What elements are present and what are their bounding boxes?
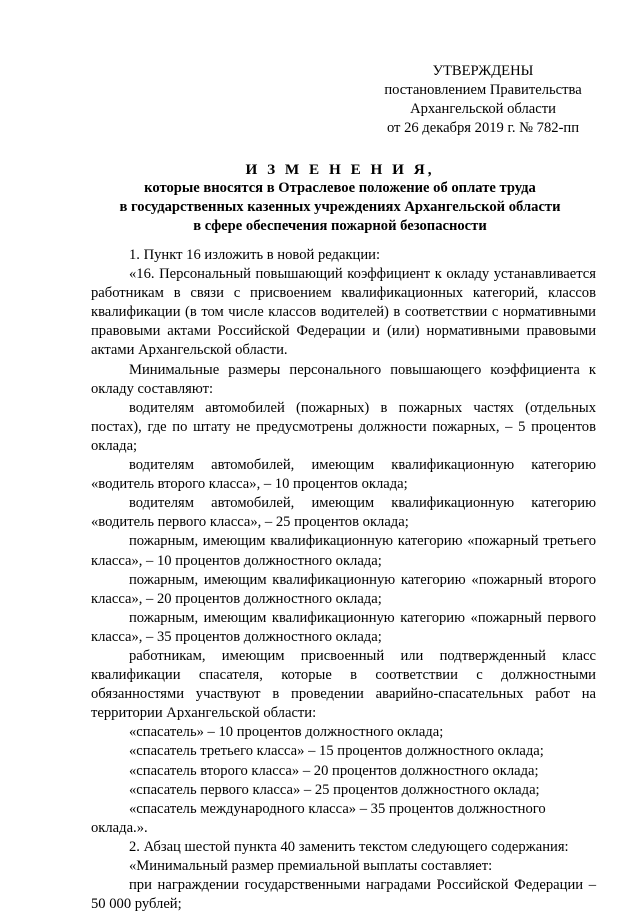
paragraph: «спасатель третьего класса» – 15 процентов должностного оклада;: [129, 743, 544, 760]
paragraph: пожарным, имеющим квалификационную категорию «пожарный второго класса», – 20 процентов должностного оклада;: [91, 571, 596, 607]
paragraph: 2. Абзац шестой пункта 40 заменить текстом следующего содержания:: [129, 838, 569, 855]
paragraph: при награждении государственными наградами Российской Федерации – 50 000 рублей;: [91, 877, 596, 913]
approval-stamp: [368, 62, 598, 138]
approval-line: постановлением Правительства: [384, 82, 582, 98]
paragraph: пожарным, имеющим квалификационную категорию «пожарный первого класса», – 35 процентов должностного оклада;: [91, 609, 596, 645]
paragraph: «спасатель первого класса» – 25 процентов должностного оклада;: [129, 781, 540, 798]
paragraph: «спасатель» – 10 процентов должностного оклада;: [129, 724, 444, 741]
title-line: которые вносятся в Отраслевое положение об оплате труда: [144, 180, 536, 196]
paragraph: «спасатель второго класса» – 20 процентов должностного оклада;: [129, 762, 539, 779]
title-line: в государственных казенных учреждениях Архангельской области: [119, 199, 561, 215]
paragraph: «спасатель международного класса» – 35 процентов должностного оклада.».: [91, 800, 546, 836]
paragraph: работникам, имеющим присвоенный или подтвержденный класс квалификации спасателя, которые в соответствии с должностными обязанностями участвуют в проведении аварийно-спасательных работ на территории Архангельской области:: [91, 647, 596, 722]
paragraph: «16. Персональный повышающий коэффициент к окладу устанавливается работникам в связи с присвоением квалификационных категорий, классов квалификации (в том числе классов водителей) в соответствии с нормативными правовыми актами Российской Федерации и (или) нормативными правовыми актами Архангельской области.: [91, 266, 596, 359]
paragraph: 1. Пункт 16 изложить в новой редакции:: [129, 247, 381, 263]
paragraph: водителям автомобилей (пожарных) в пожарных частях (отдельных постах), где по штату не предусмотрены должности пожарных, – 5 процентов оклада;: [91, 399, 596, 454]
paragraph: Минимальные размеры персонального повышающего коэффициента к окладу составляют:: [91, 361, 596, 397]
title-heading: И З М Е Н Е Н И Я,: [245, 161, 435, 178]
document-title: [80, 160, 600, 236]
paragraph: пожарным, имеющим квалификационную категорию «пожарный третьего класса», – 10 процентов должностного оклада;: [91, 533, 596, 569]
document-body: [91, 246, 596, 914]
paragraph: «Минимальный размер премиальной выплаты составляет:: [129, 858, 493, 874]
approval-date: от 26 декабря 2019 г. № 782-пп: [386, 120, 580, 136]
paragraph: водителям автомобилей, имеющим квалификационную категорию «водитель первого класса», – 25 процентов оклада;: [91, 495, 596, 531]
approval-line: Архангельской области: [410, 101, 556, 117]
approval-heading: УТВЕРЖДЕНЫ: [432, 63, 534, 79]
title-line: в сфере обеспечения пожарной безопасности: [193, 218, 487, 234]
paragraph: водителям автомобилей, имеющим квалификационную категорию «водитель второго класса», – 10 процентов оклада;: [91, 457, 596, 493]
